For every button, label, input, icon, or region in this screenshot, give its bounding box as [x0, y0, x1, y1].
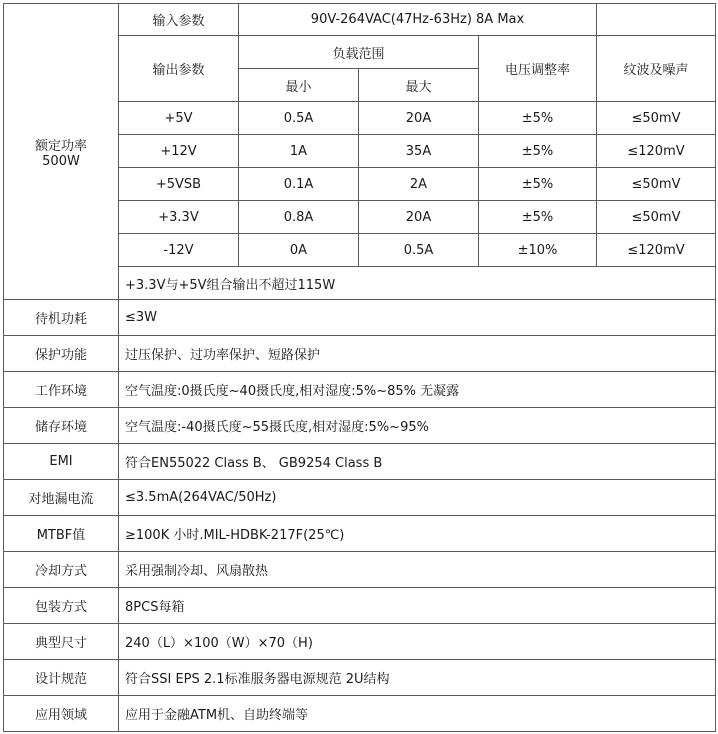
output-label: 输出参数 [119, 36, 239, 102]
spec-value: 8PCS每箱 [119, 588, 716, 624]
output-ripple: ≤120mV [597, 234, 716, 267]
input-label: 输入参数 [119, 4, 239, 36]
output-regulation: ±5% [479, 102, 597, 135]
spec-row [4, 552, 716, 588]
spec-value: 符合SSI EPS 2.1标准服务器电源规范 2U结构 [119, 660, 716, 696]
spec-row [4, 516, 716, 552]
output-regulation: ±5% [479, 135, 597, 168]
output-voltage: +5VSB [119, 168, 239, 201]
spec-label: 设计规范 [4, 660, 119, 696]
output-voltage: +3.3V [119, 201, 239, 234]
spec-row [4, 444, 716, 480]
output-regulation: ±10% [479, 234, 597, 267]
spec-label: 应用领域 [4, 696, 119, 732]
spec-label: 对地漏电流 [4, 480, 119, 516]
output-voltage: +5V [119, 102, 239, 135]
spec-row [4, 660, 716, 696]
spec-value: 采用强制冷却、风扇散热 [119, 552, 716, 588]
spec-row [4, 336, 716, 372]
spec-value: ≤3.5mA(264VAC/50Hz) [119, 480, 716, 516]
output-ripple: ≤50mV [597, 201, 716, 234]
spec-row [4, 408, 716, 444]
combined-output-note: +3.3V与+5V组合输出不超过115W [119, 267, 716, 300]
regulation-header: 电压调整率 [479, 36, 597, 102]
output-ripple: ≤50mV [597, 102, 716, 135]
output-voltage: +12V [119, 135, 239, 168]
output-regulation: ±5% [479, 168, 597, 201]
output-max: 2A [359, 168, 479, 201]
spec-value: 空气温度:0摄氏度~40摄氏度,相对湿度:5%~85% 无凝露 [119, 372, 716, 408]
rated-power-label: 额定功率 [34, 138, 87, 154]
output-min: 0.5A [239, 102, 359, 135]
spec-value: 符合EN55022 Class B、 GB9254 Class B [119, 444, 716, 480]
spec-row [4, 300, 716, 336]
spec-row [4, 588, 716, 624]
spec-label: 包装方式 [4, 588, 119, 624]
spec-label: 冷却方式 [4, 552, 119, 588]
spec-label: EMI [4, 444, 119, 480]
output-min: 0A [239, 234, 359, 267]
empty-cell [597, 4, 716, 36]
spec-table [3, 3, 716, 732]
spec-value: 应用于金融ATM机、自助终端等 [119, 696, 716, 732]
spec-value: 240（L）×100（W）×70（H) [119, 624, 716, 660]
spec-value: 空气温度:-40摄氏度~55摄氏度,相对湿度:5%~95% [119, 408, 716, 444]
output-max: 0.5A [359, 234, 479, 267]
output-regulation: ±5% [479, 201, 597, 234]
spec-label: 典型尺寸 [4, 624, 119, 660]
spec-label: 保护功能 [4, 336, 119, 372]
spec-label: 储存环境 [4, 408, 119, 444]
max-header: 最大 [359, 69, 479, 102]
spec-value: ≤3W [119, 300, 716, 336]
rated-power-cell [4, 4, 119, 300]
spec-label: 待机功耗 [4, 300, 119, 336]
output-min: 0.8A [239, 201, 359, 234]
output-max: 20A [359, 201, 479, 234]
output-voltage: -12V [119, 234, 239, 267]
output-ripple: ≤50mV [597, 168, 716, 201]
output-ripple: ≤120mV [597, 135, 716, 168]
output-max: 20A [359, 102, 479, 135]
rated-power-value: 500W [42, 153, 80, 169]
spec-label: 工作环境 [4, 372, 119, 408]
output-min: 0.1A [239, 168, 359, 201]
output-min: 1A [239, 135, 359, 168]
spec-row [4, 624, 716, 660]
min-header: 最小 [239, 69, 359, 102]
input-row [4, 4, 716, 36]
spec-value: ≥100K 小时.MIL-HDBK-217F(25℃) [119, 516, 716, 552]
input-value: 90V-264VAC(47Hz-63Hz) 8A Max [239, 4, 597, 36]
load-range-header: 负载范围 [239, 36, 479, 69]
spec-row [4, 372, 716, 408]
ripple-header: 纹波及噪声 [597, 36, 716, 102]
output-max: 35A [359, 135, 479, 168]
spec-row [4, 696, 716, 732]
spec-row [4, 480, 716, 516]
spec-value: 过压保护、过功率保护、短路保护 [119, 336, 716, 372]
spec-label: MTBF值 [4, 516, 119, 552]
